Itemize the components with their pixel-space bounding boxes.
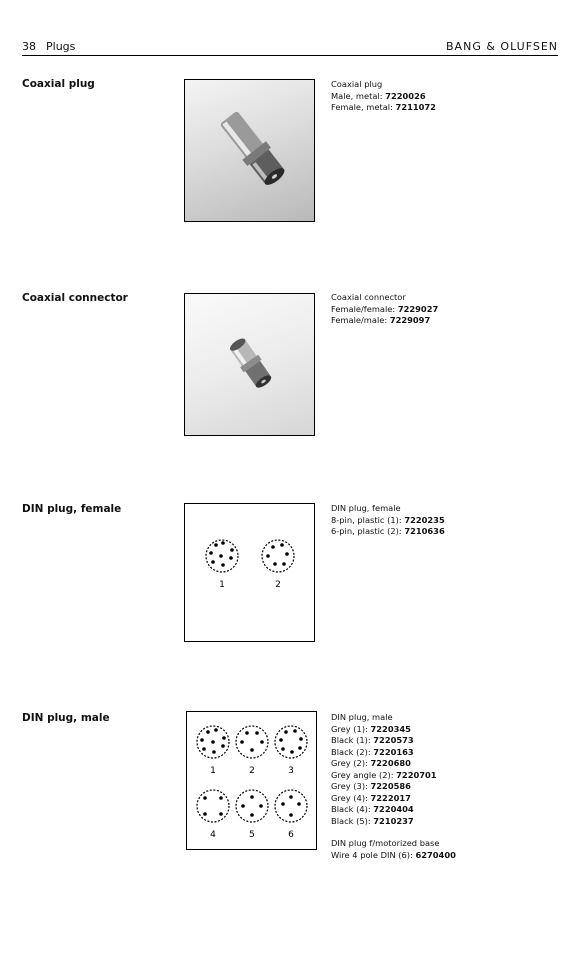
description-line: Black (5): 7210237 — [331, 815, 414, 826]
part-number: 7220163 — [373, 746, 414, 757]
coaxial-plug-photo — [184, 79, 315, 222]
description-line: Grey (2): 7220680 — [331, 758, 411, 768]
item-description — [331, 712, 456, 861]
part-number: 7211072 — [395, 102, 436, 112]
description-line: Grey (4): 7222017 — [331, 792, 411, 803]
description-line: DIN plug, female — [331, 503, 401, 513]
description-line: Coaxial plug — [331, 79, 383, 89]
din-male-plug-2 — [236, 726, 268, 758]
item-title: DIN plug, female — [22, 503, 122, 515]
part-number: 7220345 — [370, 723, 411, 734]
pinout-label: 6 — [288, 830, 294, 840]
description-line: Black (2): 7220163 — [331, 746, 414, 757]
part-number: 7222017 — [370, 792, 411, 803]
description-line: Male, metal: 7220026 — [331, 90, 426, 101]
description-line: Black (4): 7220404 — [331, 804, 414, 814]
description-line: Female/male: 7229097 — [331, 315, 431, 325]
description-line: Grey (3): 7220586 — [331, 781, 411, 791]
description-line: Female, metal: 7211072 — [331, 102, 436, 112]
coaxial-plug-illustration — [185, 80, 314, 221]
part-number: 6270400 — [415, 849, 456, 860]
part-number: 7229027 — [397, 303, 439, 314]
description-line: Coaxial connector — [331, 292, 406, 302]
part-number: 7220235 — [404, 514, 445, 525]
item-description — [331, 292, 438, 327]
page-header — [22, 40, 558, 54]
pinout-label: 4 — [210, 830, 216, 840]
pinout-label: 5 — [249, 830, 255, 840]
item-description — [331, 79, 436, 114]
item-title: Coaxial connector — [22, 292, 128, 304]
pinout-label: 1 — [210, 766, 216, 776]
pinout-label: 2 — [249, 766, 255, 776]
din-male-plug-6 — [275, 790, 307, 822]
description-line: DIN plug, male — [331, 712, 393, 722]
part-number: 7220701 — [396, 769, 437, 780]
coaxial-connector-photo — [184, 293, 315, 436]
description-spacer — [331, 827, 456, 838]
din-8pin-socket — [206, 540, 238, 572]
description-line: Grey (1): 7220345 — [331, 723, 411, 734]
description-line: DIN plug f/motorized base — [331, 838, 440, 848]
item-description — [331, 503, 445, 538]
pinout-label: 3 — [288, 766, 294, 776]
item-title: DIN plug, male — [22, 712, 110, 724]
part-number: 7229097 — [389, 315, 431, 325]
part-number: 7220026 — [385, 90, 426, 101]
din-male-diagram — [186, 711, 317, 850]
description-line: 6-pin, plastic (2): 7210636 — [331, 526, 445, 536]
item-title: Coaxial plug — [22, 78, 95, 90]
pinout-label: 2 — [275, 580, 281, 590]
description-line: Black (1): 7220573 — [331, 735, 414, 745]
description-line: 8-pin, plastic (1): 7220235 — [331, 514, 445, 525]
description-line: Wire 4 pole DIN (6): 6270400 — [331, 849, 456, 860]
din-female-diagram — [184, 503, 315, 642]
din-male-plug-4 — [197, 790, 229, 822]
din-male-pinouts — [187, 712, 316, 849]
part-number: 7210636 — [404, 526, 445, 536]
part-number: 7220680 — [370, 758, 411, 768]
description-line: Grey angle (2): 7220701 — [331, 769, 437, 780]
part-number: 7220404 — [373, 804, 414, 814]
coaxial-connector-illustration — [185, 294, 314, 435]
din-male-plug-5 — [236, 790, 268, 822]
description-line: Female/female: 7229027 — [331, 303, 439, 314]
din-female-pinouts — [185, 504, 314, 641]
section-title: Plugs — [46, 40, 76, 53]
part-number: 7220573 — [373, 735, 414, 745]
din-male-plug-1 — [197, 726, 229, 758]
header-rule — [22, 55, 558, 56]
din-6pin-socket — [262, 540, 294, 572]
pinout-label: 1 — [219, 580, 225, 590]
part-number: 7220586 — [370, 781, 411, 791]
part-number: 7210237 — [373, 815, 414, 826]
brand-name: BANG & OLUFSEN — [446, 40, 558, 53]
page-number: 38 — [22, 40, 36, 53]
din-male-plug-3 — [275, 726, 307, 758]
